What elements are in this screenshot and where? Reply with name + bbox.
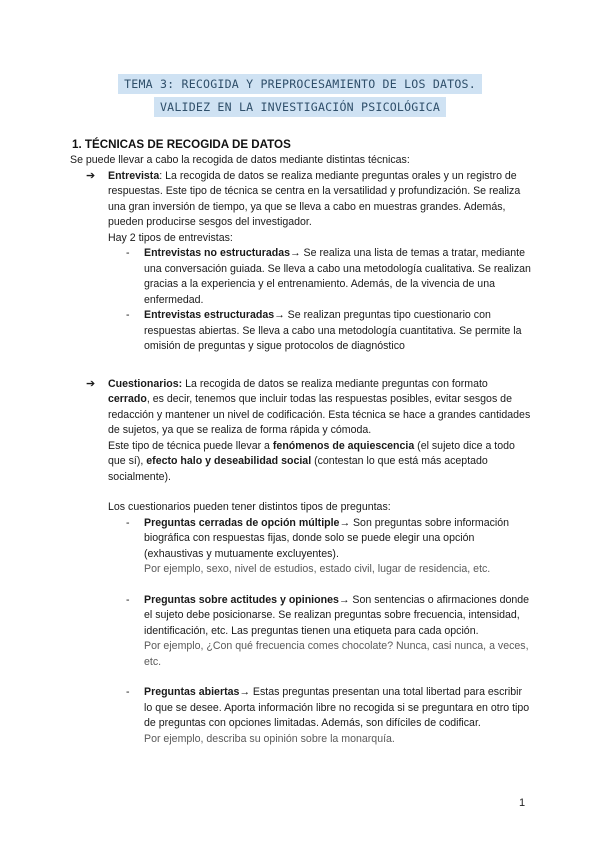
cuestionarios-paragraph-2: Este tipo de técnica puede llevar a fenómenos de aquiescencia (el sujeto dice a todo que sí), efecto halo y deseabilidad social (contestan lo que está más aceptado socialmente). [108, 439, 515, 483]
cuestionarios-label: Cuestionarios: [108, 377, 183, 390]
type-text: → Son preguntas sobre información biográfica con respuestas fijas, donde solo se puede elegir una opción (exhaustivas y mutuamente excluyentes). [144, 516, 510, 560]
section-heading: 1. TÉCNICAS DE RECOGIDA DE DATOS [72, 138, 291, 151]
entrevista-paragraph [108, 169, 532, 231]
type-label: Preguntas cerradas de opción múltiple [144, 516, 340, 529]
type-example: Por ejemplo, ¿Con qué frecuencia comes chocolate? Nunca, casi nunca, a veces, etc. [144, 640, 529, 668]
list-item-cuestionarios [72, 377, 532, 748]
list-item [108, 593, 532, 671]
list-item [108, 685, 532, 747]
list-item [108, 516, 532, 578]
title-line-2: VALIDEZ EN LA INVESTIGACIÓN PSICOLÓGICA [154, 97, 446, 117]
title-line-1: TEMA 3: RECOGIDA Y PREPROCESAMIENTO DE LOS DATOS. [118, 74, 482, 94]
cuestionarios-types-intro: Los cuestionarios pueden tener distintos tipos de preguntas: [108, 501, 391, 513]
dash-bullet-icon: - [126, 516, 130, 529]
list-item-entrevista [72, 169, 532, 355]
dash-bullet-icon: - [126, 593, 130, 606]
entrevista-text: : La recogida de datos se realiza mediante preguntas orales y un registro de respuestas. Este tipo de técnica se centra en la versatilidad y profundización. Se realiza una gran inversión de tiempo, ya que se lleva a cabo en muestras grandes. Además, pueden producirse sesgos del investigador. [108, 169, 521, 228]
type-example: Por ejemplo, sexo, nivel de estudios, estado civil, lugar de residencia, etc. [144, 563, 491, 575]
type-label: Preguntas sobre actitudes y opiniones [144, 593, 339, 606]
type-text: → Se realiza una lista de temas a tratar, mediante una conversación guiada. Se lleva a cabo una metodología cualitativa. Se realizan gracias a la experiencia y el entrenamiento. Además, de la vivencia de una enfermedad. [144, 247, 531, 306]
document-body [72, 137, 532, 747]
list-item [108, 246, 532, 308]
type-example: Por ejemplo, describa su opinión sobre la monarquía. [144, 732, 395, 745]
type-text: → Estas preguntas presentan una total libertad para escribir lo que se desee. Aporta información libre no recogida si se preguntara en otro tipo de preguntas con opciones limitadas. Además, son difíciles de codificar. [144, 686, 530, 729]
list-item [108, 308, 532, 355]
dash-bullet-icon: - [126, 247, 130, 259]
arrow-bullet-icon: ➔ [86, 169, 96, 182]
arrow-bullet-icon: ➔ [86, 377, 96, 390]
type-label: Entrevistas estructuradas [144, 309, 275, 321]
type-text: → Se realizan preguntas tipo cuestionario con respuestas abiertas. Se lleva a cabo una metodología cuantitativa. Se permite la omisión de preguntas y sigue protocolos de diagnóstico [144, 309, 522, 352]
entrevista-label: Entrevista [108, 169, 160, 182]
dash-bullet-icon: - [126, 309, 130, 321]
document-title [0, 74, 600, 117]
section-intro: Se puede llevar a cabo la recogida de datos mediante distintas técnicas: [70, 154, 410, 166]
dash-bullet-icon: - [126, 686, 130, 698]
entrevista-types-intro: Hay 2 tipos de entrevistas: [108, 231, 233, 244]
type-label: Entrevistas no estructuradas [144, 247, 291, 259]
page-number: 1 [519, 797, 526, 809]
type-text: → Son sentencias o afirmaciones donde el sujeto debe posicionarse. Se realizan preguntas sobre frecuencia, intensidad, identificación, etc. Las preguntas tienen una etiqueta para cada opción. [144, 593, 530, 637]
type-label: Preguntas abiertas [144, 686, 240, 698]
cuestionarios-paragraph: Cuestionarios: La recogida de datos se realiza mediante preguntas con formato cerrado, es decir, tenemos que incluir todas las respuestas posibles, evitar sesgos de redacción y mantener un nivel de codificación. Esta técnica se hace a grandes cantidades de sujetos, ya que se realiza de forma rápida y cómoda. [108, 377, 531, 436]
